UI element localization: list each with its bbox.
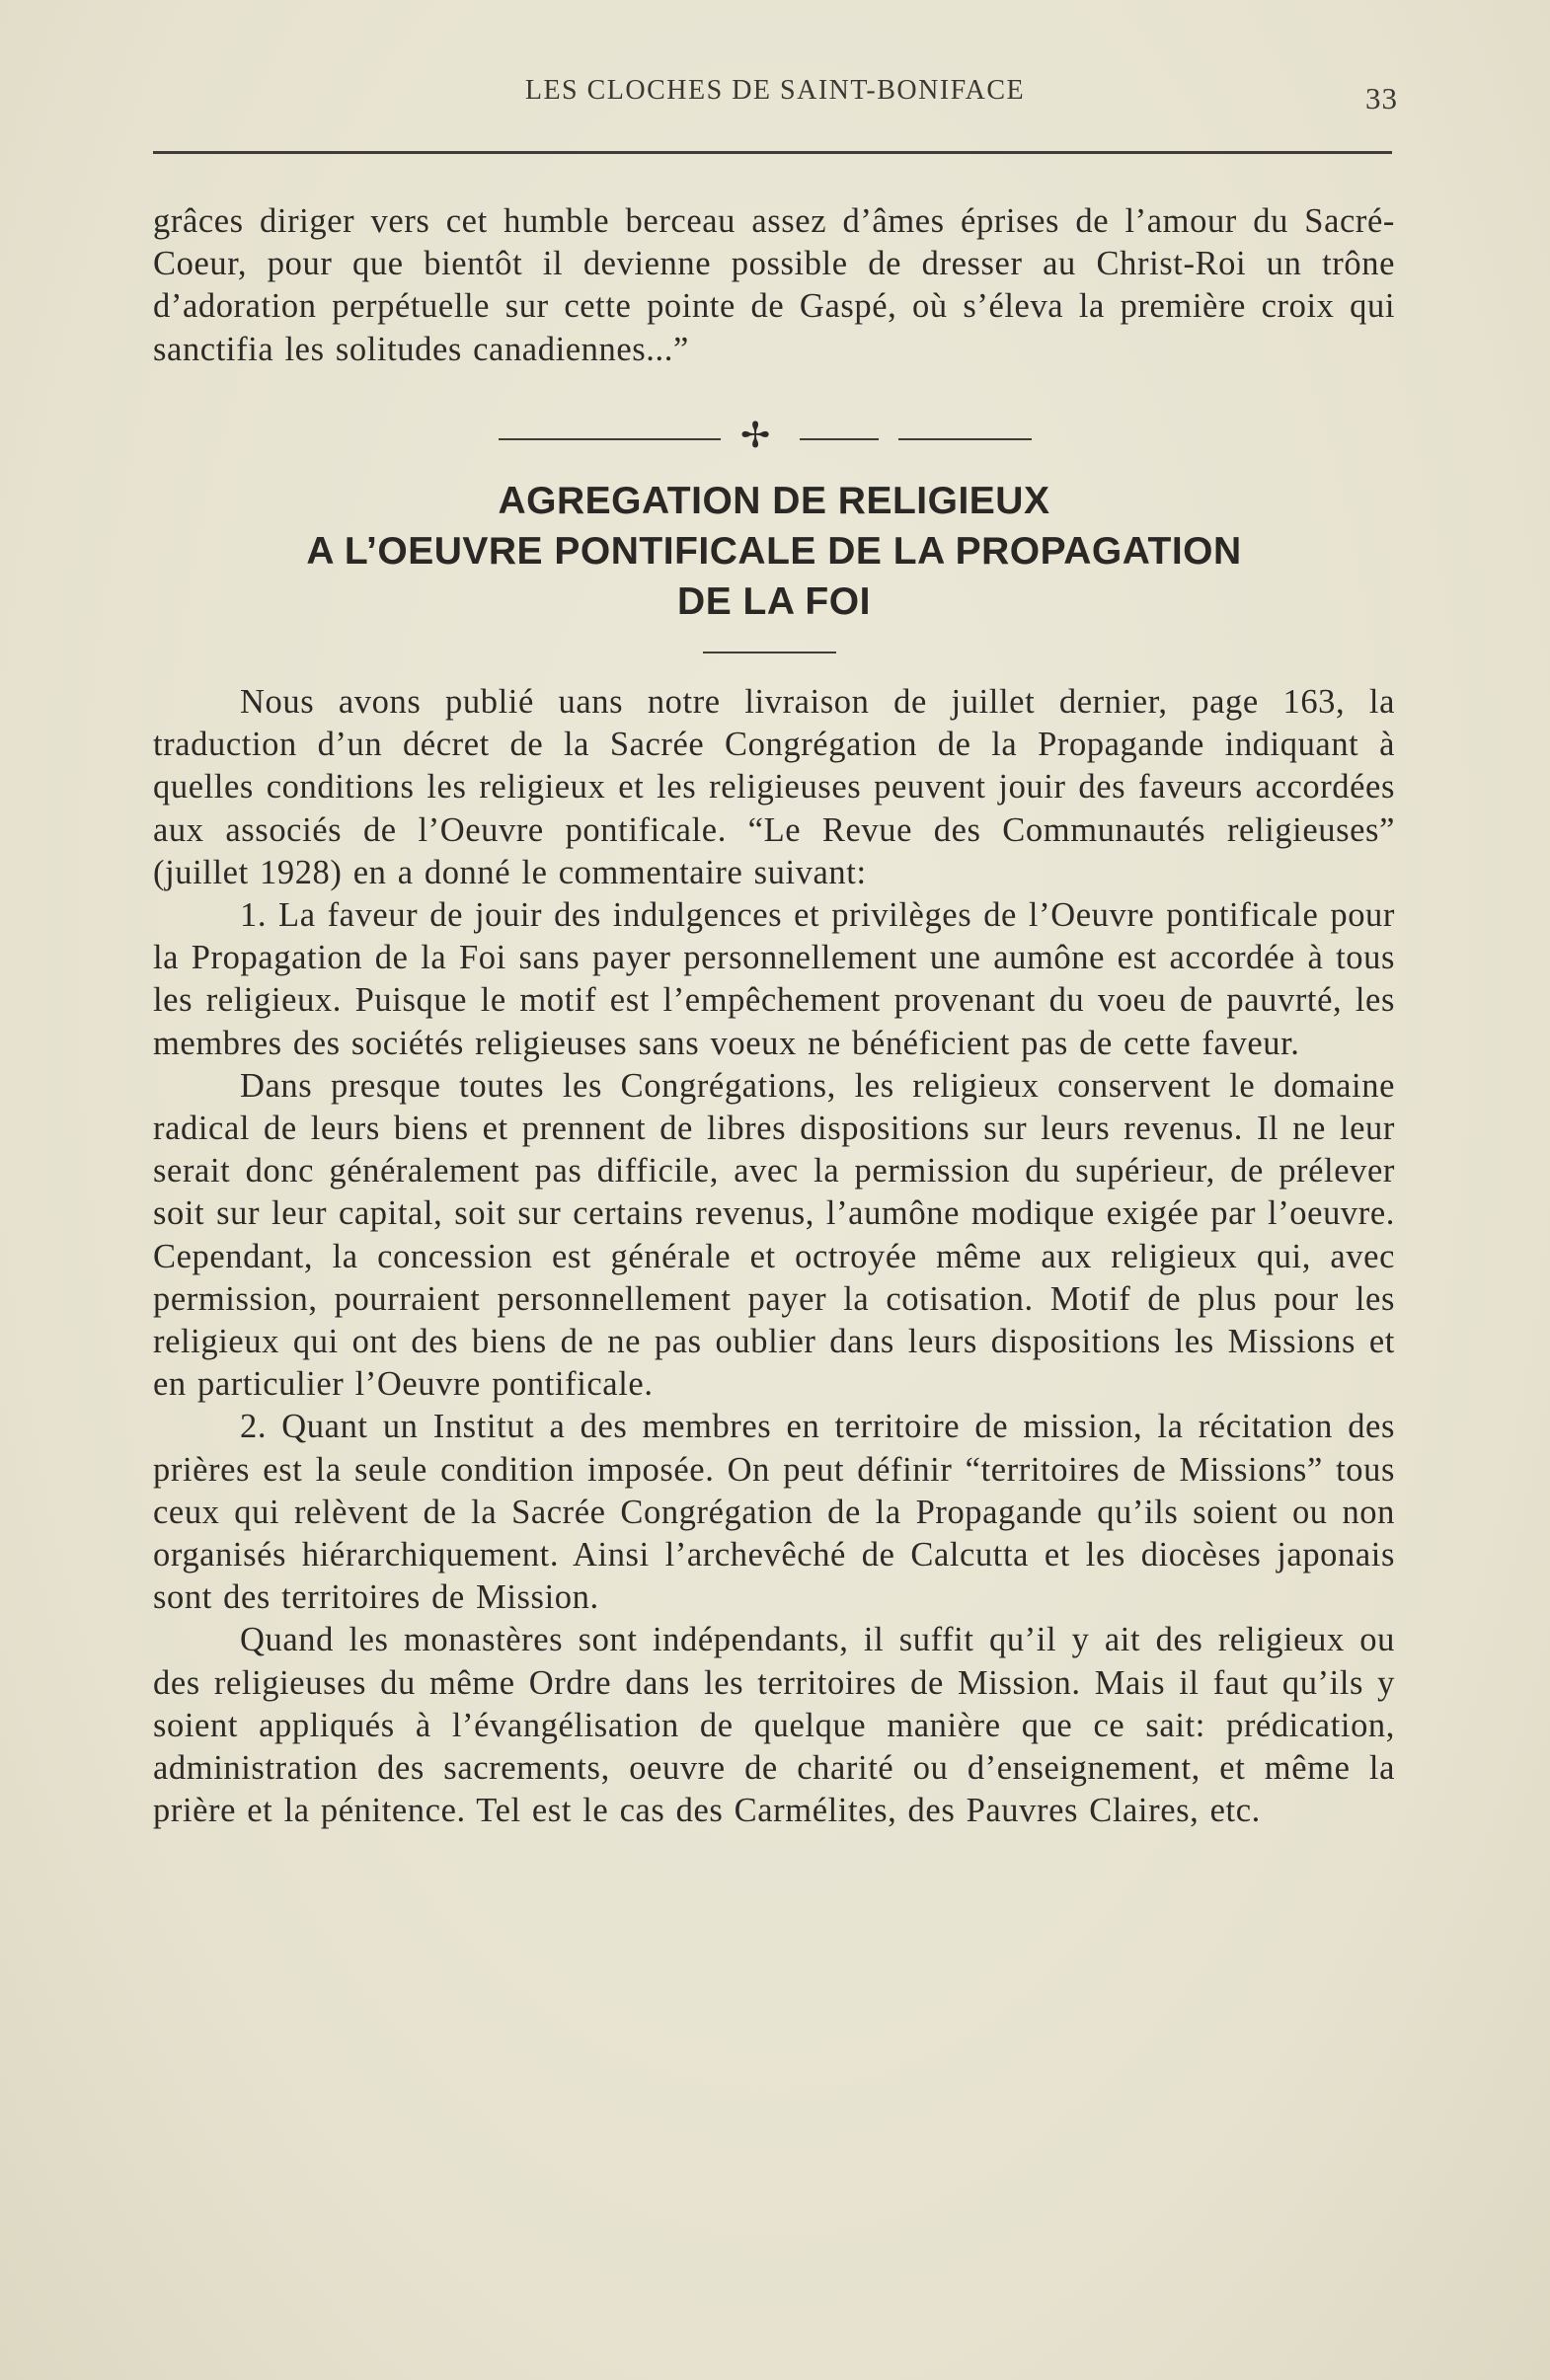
paragraph-4: 2. Quant un Institut a des membres en territoire de mission, la récitation des prières est la seule condition imposée. On peut définir “territoires de Missions” tous ceux qui relèvent de la Sacrée Congrégation de la Propagande qu’ils soient ou non organisés hiérarchiquement. Ainsi l’archevêché de Calcutta et les diocèses japonais sont des territoires de Mission. [153,1408,1395,1617]
cross-ornament-icon: ✢ [740,416,771,456]
intro-paragraph: grâces diriger vers cet humble berceau assez d’âmes éprises de l’amour du Sacré-Coeur, pour que bientôt il devienne possible de dresser au Christ-Roi un trône d’adoration perpétuelle sur cette pointe de Gaspé, où s’éleva la première croix qui sanctifia les solitudes canadiennes...” [153,202,1395,368]
header-rule [153,151,1392,154]
heading-rule [703,652,836,653]
page-number: 33 [1365,81,1398,115]
heading-line-2: A L’OEUVRE PONTIFICALE DE LA PROPAGATION [306,530,1242,573]
running-title: LES CLOCHES DE SAINT-BONIFACE [524,75,1026,106]
paragraph-2: 1. La faveur de jouir des indulgences et privilèges de l’Oeuvre pontificale pour la Propagation de la Foi sans payer personnellement une aumône est accordée à tous les religieux. Puisque le motif est l’empêchement provenant du voeu de pauvrté, les membres des sociétés religieuses sans voeux ne bénéficient pas de cette faveur. [153,896,1395,1062]
section-ornament [499,416,1032,456]
heading-line-1: AGREGATION DE RELIGIEUX [498,480,1050,522]
article-heading [153,476,1395,627]
page-header [158,69,1398,118]
ornament-rule-left [499,438,721,440]
intro-text [153,200,1395,371]
paragraph-5: Quand les monastères sont indépendants, il suffit qu’il y ait des religieux ou des religieuses du même Ordre dans les territoires de Mission. Mais il faut qu’ils y soient appliqués à l’évangélisation de quelque manière que ce sait: prédication, administration des sacrements, oeuvre de charité ou d’enseignement, et même la prière et la pénitence. Tel est le cas des Carmélites, des Pauvres Claires, etc. [153,1621,1395,1830]
paragraph-3: Dans presque toutes les Congrégations, les religieux conservent le domaine radical de leurs biens et prennent de libres dispositions sur leurs revenus. Il ne leur serait donc généralement pas difficile, avec la permission du supérieur, de prélever soit sur leur capital, soit sur certains revenus, l’aumône modique exigée par l’oeuvre. Cependant, la concession est générale et octroyée même aux religieux qui, avec permission, pourraient personnellement payer la cotisation. Motif de plus pour les religieux qui ont des biens de ne pas oublier dans leurs dispositions les Missions et en particulier l’Oeuvre pontificale. [153,1066,1395,1404]
article-body [153,681,1395,1832]
paragraph-1: Nous avons publié uans notre livraison de juillet dernier, page 163, la traduction d’un décret de la Sacrée Congrégation de la Propagande indiquant à quelles conditions les religieux et les religieuses peuvent jouir des faveurs accordées aux associés de l’Oeuvre pontificale. “Le Revue des Communautés religieuses” (juillet 1928) en a donné le commentaire suivant: [153,683,1395,891]
ornament-rule-right-1 [800,438,879,440]
ornament-rule-right-2 [898,438,1032,440]
heading-line-3: DE LA FOI [677,580,871,623]
